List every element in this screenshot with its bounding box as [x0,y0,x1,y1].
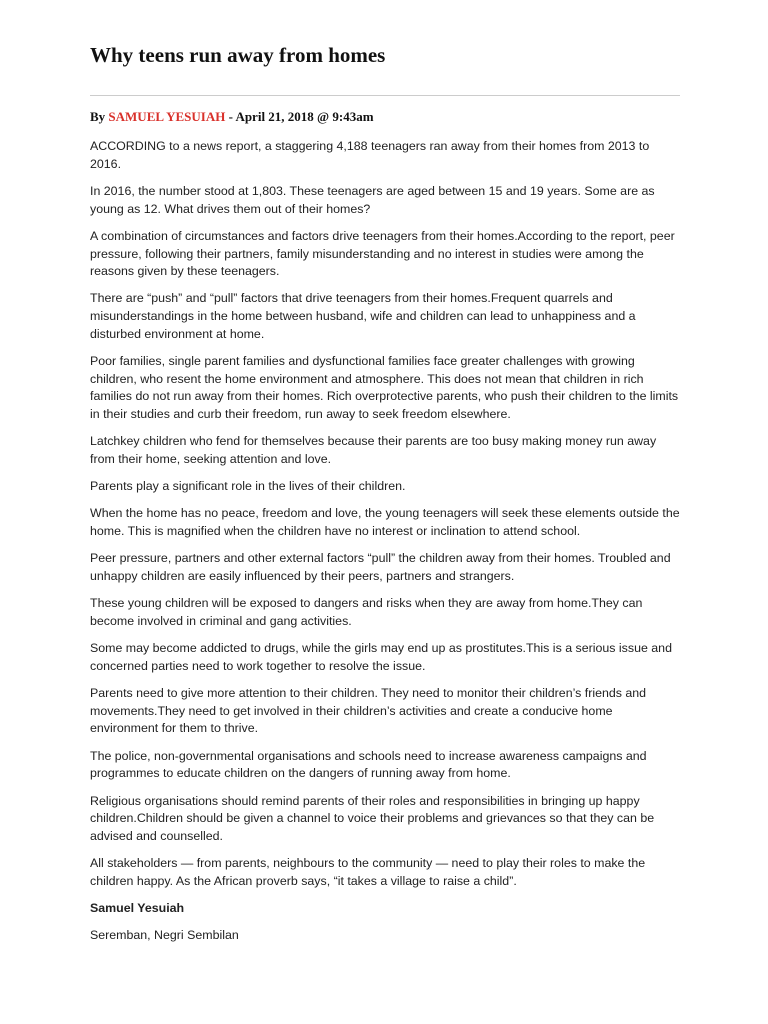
paragraph: When the home has no peace, freedom and love, the young teenagers will seek these elements outside the home. This is magnified when the children have no interest or inclination to attend school. [90,506,680,539]
paragraph: The police, non-governmental organisations and schools need to increase awareness campaigns and programmes to educate children on the dangers of running away from home. [90,748,647,781]
title-divider [90,95,680,96]
paragraph: A combination of circumstances and factors drive teenagers from their homes.According to the report, peer pressure, following their partners, family misunderstanding and no interest in studies were among the reasons given by these teenagers. [90,228,675,279]
signature-location: Seremban, Negri Sembilan [90,928,239,943]
article-title: Why teens run away from homes [90,43,386,67]
paragraph: Peer pressure, partners and other external factors “pull” the children away from their homes. Troubled and unhappy children are easily influenced by their peers, partners and strangers. [90,551,671,584]
paragraph: Poor families, single parent families and dysfunctional families face greater challenges with growing children, who resent the home environment and atmosphere. This does not mean that children in rich families do not run away from their homes. Rich overprotective parents, who push their children to the limits in their studies and curb their freedom, run away to seek freedom elsewhere. [90,354,679,422]
paragraph: Religious organisations should remind parents of their roles and responsibilities in bringing up happy children.Children should be given a channel to voice their problems and grievances so that they can be advised and counselled. [90,793,655,843]
byline-prefix: By [90,109,109,124]
paragraph: There are “push” and “pull” factors that drive teenagers from their homes.Frequent quarrels and misunderstandings in the home between husband, wife and children can lead to unhappiness and a disturbed environment at home. [90,291,636,341]
signature-name: Samuel Yesuiah [90,901,185,916]
byline [90,107,374,127]
paragraph: All stakeholders — from parents, neighbours to the community — need to play their roles to make the children happy. As the African proverb says, “it takes a village to raise a child”. [90,856,646,888]
paragraph: Some may become addicted to drugs, while the girls may end up as prostitutes.This is a serious issue and concerned parties need to work together to resolve the issue. [90,641,672,673]
article-body [90,138,680,955]
paragraph: Parents play a significant role in the lives of their children. [90,479,406,494]
paragraph: Parents need to give more attention to their children. They need to monitor their children’s friends and movements.They need to get involved in their children’s activities and create a conducive home environment for them to thrive. [90,686,647,736]
publish-date: - April 21, 2018 @ 9:43am [225,109,374,124]
paragraph: Latchkey children who fend for themselves because their parents are too busy making money run away from their home, seeking attention and love. [90,434,657,467]
paragraph: In 2016, the number stood at 1,803. These teenagers are aged between 15 and 19 years. Some are as young as 12. What drives them out of their homes? [90,183,655,216]
paragraph: ACCORDING to a news report, a staggering 4,188 teenagers ran away from their homes from 2013 to 2016. [90,139,650,171]
author-link[interactable]: SAMUEL YESUIAH [108,109,226,124]
paragraph: These young children will be exposed to dangers and risks when they are away from home.They can become involved in criminal and gang activities. [90,596,643,628]
